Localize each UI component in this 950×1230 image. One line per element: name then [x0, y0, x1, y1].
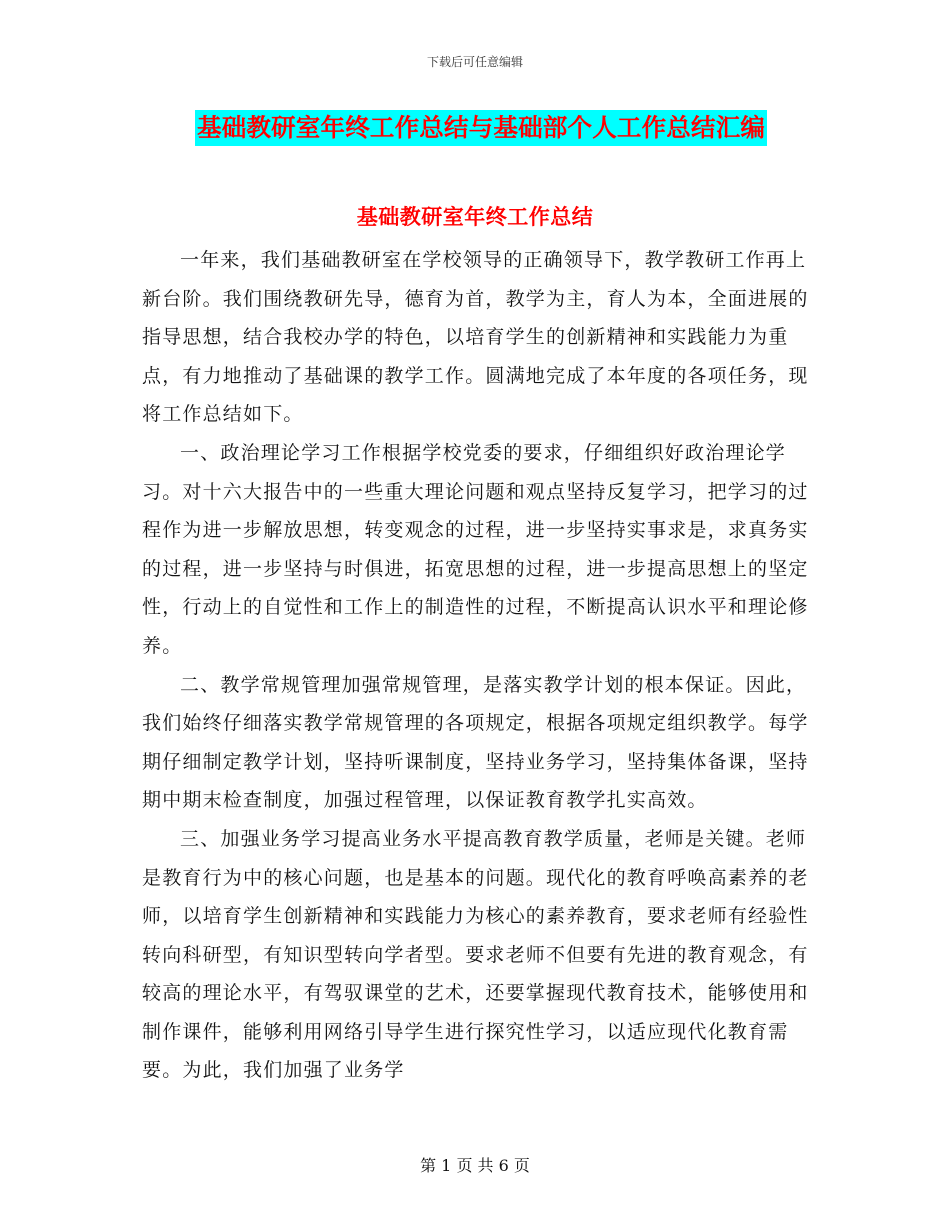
- document-body: [142, 241, 812, 1090]
- paragraph: 三、加强业务学习提高业务水平提高教育教学质量，老师是关键。老师是教育行为中的核心问题，也是基本的问题。现代化的教育呼唤高素养的老师，以培育学生创新精神和实践能力为核心的素养教育，要求老师有经验性转向科研型，有知识型转向学者型。要求老师不但要有先进的教育观念，有较高的理论水平，有驾驭课堂的艺术，还要掌握现代教育技术，能够使用和制作课件，能够利用网络引导学生进行探究性学习，以适应现代化教育需要。为此，我们加强了业务学: [142, 827, 809, 1082]
- main-title-wrap: [195, 110, 767, 146]
- section-title: 基础教研室年终工作总结: [356, 204, 594, 229]
- document-title: 基础教研室年终工作总结与基础部个人工作总结汇编: [195, 110, 767, 146]
- header-note: 下载后可任意编辑: [426, 55, 523, 69]
- paragraph: 一年来，我们基础教研室在学校领导的正确领导下，教学教研工作再上新台阶。我们围绕教研先导，德育为首，教学为主，育人为本，全面进展的指导思想，结合我校办学的特色，以培育学生的创新精神和实践能力为重点，有力地推动了基础课的教学工作。圆满地完成了本年度的各项任务，现将工作总结如下。: [142, 249, 809, 426]
- paragraph: 一、政治理论学习工作根据学校党委的要求，仔细组织好政治理论学习。对十六大报告中的一些重大理论问题和观点坚持反复学习，把学习的过程作为进一步解放思想，转变观念的过程，进一步坚持实事求是，求真务实的过程，进一步坚持与时俱进，拓宽思想的过程，进一步提高思想上的坚定性，行动上的自觉性和工作上的制造性的过程，不断提高认识水平和理论修养。: [142, 441, 809, 657]
- paragraph: 二、教学常规管理加强常规管理，是落实教学计划的根本保证。因此，我们始终仔细落实教学常规管理的各项规定，根据各项规定组织教学。每学期仔细制定教学计划，坚持听课制度，坚持业务学习，坚持集体备课，坚持期中期末检查制度，加强过程管理，以保证教育教学扎实高效。: [142, 673, 809, 812]
- page-footer: 第 1 页 共 6 页: [420, 1156, 530, 1175]
